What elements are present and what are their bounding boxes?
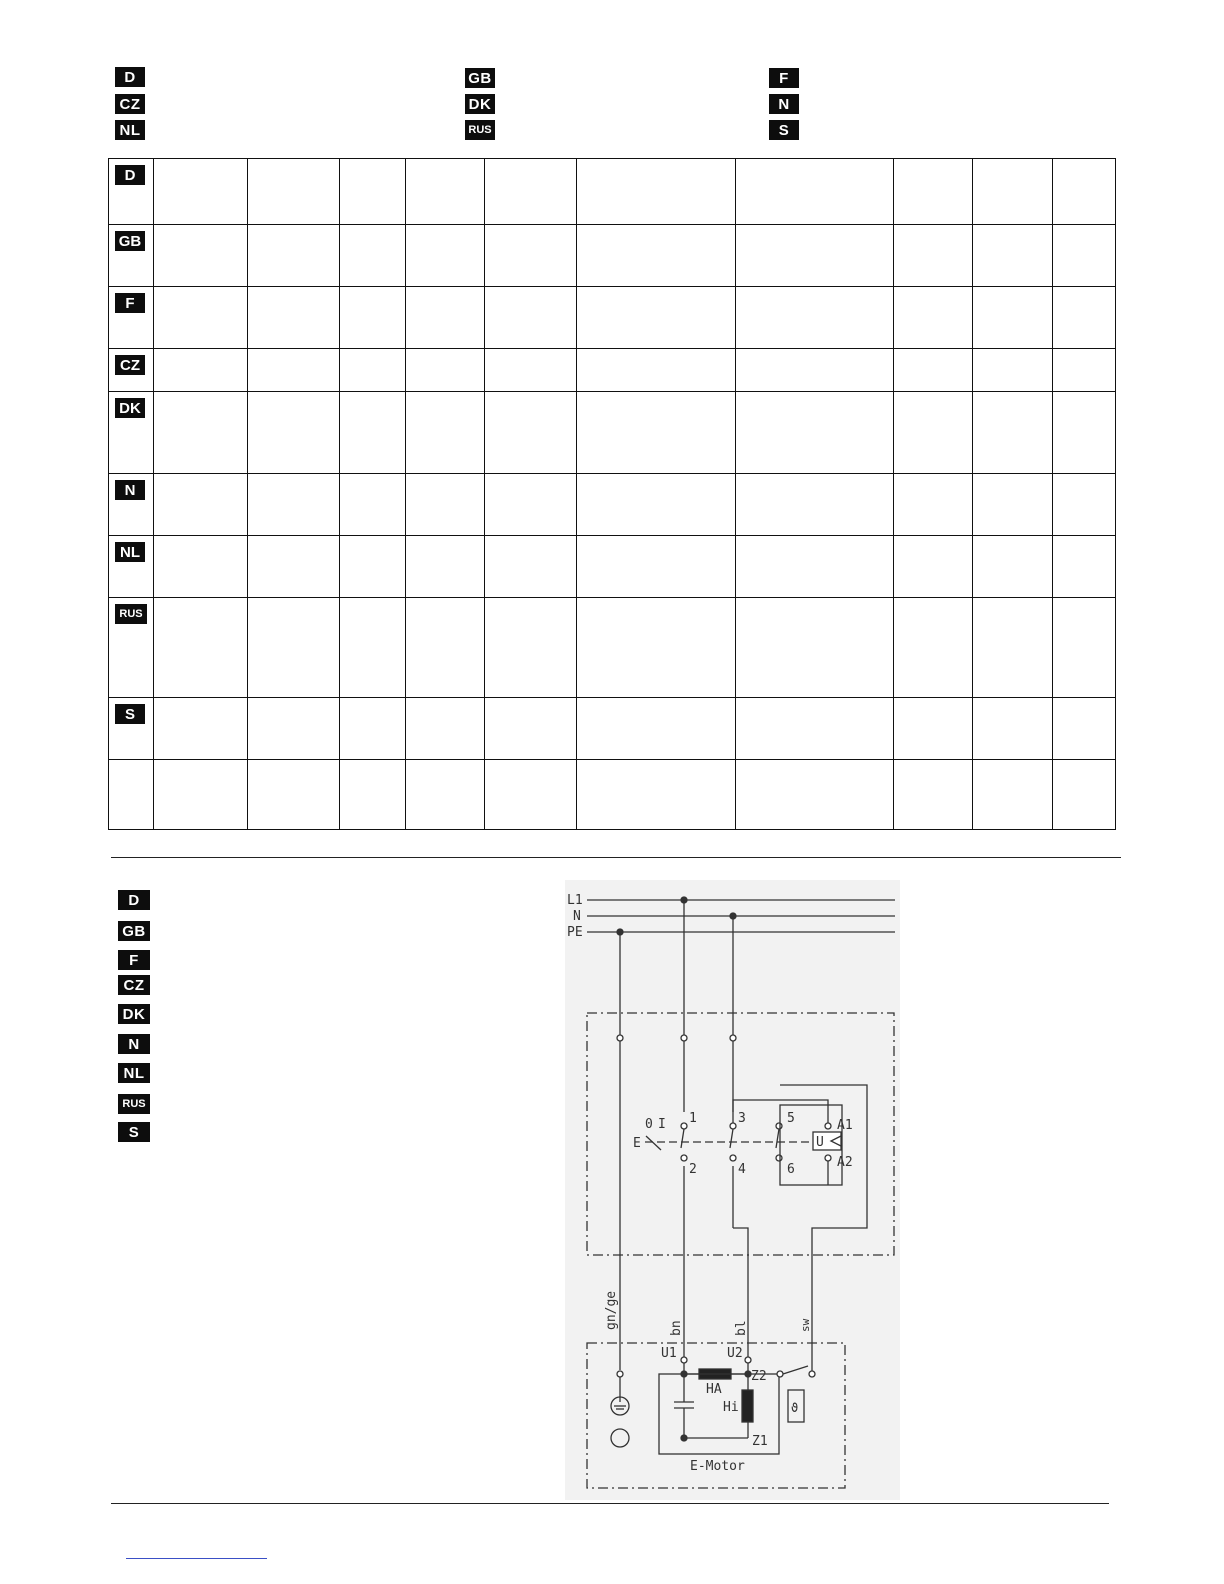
table-cell bbox=[736, 474, 894, 536]
table-body bbox=[109, 159, 1116, 830]
table-lang-badge: D bbox=[115, 165, 145, 185]
lang-badge-n: N bbox=[769, 94, 799, 114]
table-cell bbox=[577, 349, 736, 392]
table-cell bbox=[736, 225, 894, 287]
specification-table bbox=[108, 158, 1116, 830]
table-row bbox=[109, 392, 1116, 474]
legend-badge-gb: GB bbox=[118, 921, 150, 941]
legend-badge-f: F bbox=[118, 950, 150, 970]
table-lang-cell bbox=[109, 598, 154, 698]
terminal-z2: Z2 bbox=[751, 1369, 767, 1384]
table-cell bbox=[973, 598, 1053, 698]
lang-badge-gb: GB bbox=[465, 68, 495, 88]
table-lang-badge: N bbox=[115, 480, 145, 500]
table-row bbox=[109, 536, 1116, 598]
table-cell bbox=[248, 225, 340, 287]
table-cell bbox=[1053, 760, 1116, 830]
table-cell bbox=[154, 225, 248, 287]
table-cell bbox=[894, 349, 973, 392]
table-cell bbox=[1053, 392, 1116, 474]
table-cell bbox=[340, 349, 406, 392]
table-cell bbox=[485, 225, 577, 287]
table-cell bbox=[485, 536, 577, 598]
label-hi: Hi bbox=[723, 1400, 739, 1415]
lang-badge-rus: RUS bbox=[465, 120, 495, 140]
table-cell bbox=[736, 760, 894, 830]
switch-label-0: 0 bbox=[645, 1117, 653, 1132]
table-cell bbox=[406, 598, 485, 698]
table-cell bbox=[973, 760, 1053, 830]
lang-badge-s: S bbox=[769, 120, 799, 140]
table-cell bbox=[973, 225, 1053, 287]
table-lang-cell bbox=[109, 698, 154, 760]
label-ha: HA bbox=[706, 1382, 722, 1397]
lang-badge-f: F bbox=[769, 68, 799, 88]
thermal-symbol: ϑ bbox=[791, 1401, 799, 1415]
switch-label-e: E bbox=[633, 1136, 641, 1151]
table-cell bbox=[894, 287, 973, 349]
switch-label-i: I bbox=[658, 1117, 666, 1132]
table-lang-cell bbox=[109, 536, 154, 598]
table-row bbox=[109, 698, 1116, 760]
table-cell bbox=[894, 536, 973, 598]
terminal-6: 6 bbox=[787, 1162, 795, 1177]
wire-label-bl: bl bbox=[734, 1320, 749, 1336]
table-lang-badge: F bbox=[115, 293, 145, 313]
table-cell bbox=[894, 474, 973, 536]
terminal-a1: A1 bbox=[837, 1118, 853, 1133]
terminal-2: 2 bbox=[689, 1162, 697, 1177]
label-l1: L1 bbox=[567, 893, 583, 908]
label-e-motor: E-Motor bbox=[690, 1459, 745, 1474]
table-row bbox=[109, 760, 1116, 830]
table-lang-badge: DK bbox=[115, 398, 145, 418]
table-cell bbox=[406, 349, 485, 392]
table-cell bbox=[248, 760, 340, 830]
table-cell bbox=[340, 598, 406, 698]
table-cell bbox=[406, 287, 485, 349]
table-cell bbox=[485, 698, 577, 760]
table-cell bbox=[894, 760, 973, 830]
table-cell bbox=[1053, 474, 1116, 536]
footer-rule bbox=[111, 1503, 1109, 1504]
table-cell bbox=[1053, 225, 1116, 287]
table-cell bbox=[248, 349, 340, 392]
table-cell bbox=[1053, 349, 1116, 392]
table-cell bbox=[248, 474, 340, 536]
table-cell bbox=[973, 392, 1053, 474]
table-cell bbox=[894, 392, 973, 474]
table-cell bbox=[154, 760, 248, 830]
table-cell bbox=[248, 698, 340, 760]
table-cell bbox=[973, 536, 1053, 598]
lang-badge-dk: DK bbox=[465, 94, 495, 114]
legend-badge-cz: CZ bbox=[118, 975, 150, 995]
table-cell bbox=[577, 474, 736, 536]
table-cell bbox=[485, 760, 577, 830]
table-cell bbox=[577, 698, 736, 760]
table-lang-cell bbox=[109, 760, 154, 830]
table-row bbox=[109, 349, 1116, 392]
table-cell bbox=[340, 225, 406, 287]
legend-badge-rus: RUS bbox=[118, 1094, 150, 1114]
table-cell bbox=[485, 287, 577, 349]
table-lang-cell bbox=[109, 225, 154, 287]
table-cell bbox=[1053, 698, 1116, 760]
footer-link-underline[interactable] bbox=[126, 1558, 267, 1559]
table-cell bbox=[485, 392, 577, 474]
table-cell bbox=[894, 598, 973, 698]
legend-badge-s: S bbox=[118, 1122, 150, 1142]
table-cell bbox=[340, 287, 406, 349]
terminal-u2: U2 bbox=[727, 1346, 743, 1361]
label-pe: PE bbox=[567, 925, 583, 940]
table-cell bbox=[154, 287, 248, 349]
table-cell bbox=[485, 349, 577, 392]
table-lang-cell bbox=[109, 349, 154, 392]
terminal-1: 1 bbox=[689, 1111, 697, 1126]
table-cell bbox=[736, 349, 894, 392]
table-cell bbox=[406, 698, 485, 760]
table-cell bbox=[577, 287, 736, 349]
terminal-5: 5 bbox=[787, 1111, 795, 1126]
table-cell bbox=[406, 159, 485, 225]
wire-label-sw: sw bbox=[799, 1318, 812, 1332]
table-cell bbox=[1053, 287, 1116, 349]
table-cell bbox=[154, 392, 248, 474]
table-cell bbox=[154, 159, 248, 225]
table-lang-cell bbox=[109, 159, 154, 225]
table-cell bbox=[736, 698, 894, 760]
table-cell bbox=[736, 159, 894, 225]
table-cell bbox=[406, 474, 485, 536]
table-cell bbox=[577, 760, 736, 830]
table-cell bbox=[340, 698, 406, 760]
table-cell bbox=[248, 159, 340, 225]
table-cell bbox=[736, 598, 894, 698]
table-cell bbox=[577, 536, 736, 598]
table-row bbox=[109, 225, 1116, 287]
table-cell bbox=[1053, 159, 1116, 225]
table-lang-cell bbox=[109, 392, 154, 474]
legend-badge-n: N bbox=[118, 1034, 150, 1054]
wiring-diagram bbox=[555, 880, 915, 1500]
table-cell bbox=[406, 225, 485, 287]
table-cell bbox=[154, 598, 248, 698]
table-cell bbox=[340, 159, 406, 225]
terminal-3: 3 bbox=[738, 1111, 746, 1126]
table-cell bbox=[340, 392, 406, 474]
table-cell bbox=[406, 536, 485, 598]
table-lang-badge: RUS bbox=[115, 604, 147, 624]
table-cell bbox=[485, 474, 577, 536]
table-cell bbox=[894, 698, 973, 760]
table-cell bbox=[485, 598, 577, 698]
lang-badge-d: D bbox=[115, 67, 145, 87]
terminal-u1: U1 bbox=[661, 1346, 677, 1361]
table-cell bbox=[1053, 536, 1116, 598]
table-row bbox=[109, 474, 1116, 536]
terminal-4: 4 bbox=[738, 1162, 746, 1177]
table-cell bbox=[154, 698, 248, 760]
table-lang-cell bbox=[109, 287, 154, 349]
terminal-a2: A2 bbox=[837, 1155, 853, 1170]
table-lang-cell bbox=[109, 474, 154, 536]
table-cell bbox=[248, 536, 340, 598]
table-cell bbox=[894, 159, 973, 225]
terminal-z1: Z1 bbox=[752, 1434, 768, 1449]
table-cell bbox=[485, 159, 577, 225]
table-cell bbox=[340, 760, 406, 830]
table-cell bbox=[577, 225, 736, 287]
legend-badge-dk: DK bbox=[118, 1004, 150, 1024]
table-cell bbox=[340, 474, 406, 536]
lang-badge-nl: NL bbox=[115, 120, 145, 140]
table-cell bbox=[1053, 598, 1116, 698]
winding-hi bbox=[742, 1390, 753, 1422]
relay-label-u: U bbox=[816, 1135, 824, 1150]
table-cell bbox=[736, 536, 894, 598]
table-row bbox=[109, 287, 1116, 349]
table-cell bbox=[577, 598, 736, 698]
table-cell bbox=[248, 287, 340, 349]
table-cell bbox=[973, 287, 1053, 349]
table-cell bbox=[406, 760, 485, 830]
table-lang-badge: GB bbox=[115, 231, 145, 251]
table-lang-badge: CZ bbox=[115, 355, 145, 375]
lang-badge-cz: CZ bbox=[115, 94, 145, 114]
table-cell bbox=[577, 392, 736, 474]
table-cell bbox=[894, 225, 973, 287]
table-cell bbox=[736, 392, 894, 474]
table-cell bbox=[973, 474, 1053, 536]
table-cell bbox=[577, 159, 736, 225]
table-cell bbox=[154, 349, 248, 392]
table-cell bbox=[340, 536, 406, 598]
table-cell bbox=[736, 287, 894, 349]
section-divider bbox=[111, 857, 1121, 858]
table-cell bbox=[973, 159, 1053, 225]
table-row bbox=[109, 159, 1116, 225]
legend-badge-nl: NL bbox=[118, 1063, 150, 1083]
table-lang-badge: S bbox=[115, 704, 145, 724]
table-cell bbox=[973, 698, 1053, 760]
wire-label-bn: bn bbox=[669, 1320, 684, 1336]
table-row bbox=[109, 598, 1116, 698]
table-cell bbox=[154, 536, 248, 598]
table-cell bbox=[973, 349, 1053, 392]
table-lang-badge: NL bbox=[115, 542, 145, 562]
table-cell bbox=[248, 598, 340, 698]
legend-badge-d: D bbox=[118, 890, 150, 910]
table-cell bbox=[154, 474, 248, 536]
table-cell bbox=[406, 392, 485, 474]
table-cell bbox=[248, 392, 340, 474]
label-n: N bbox=[573, 909, 581, 924]
wire-label-gnge: gn/ge bbox=[604, 1290, 619, 1330]
